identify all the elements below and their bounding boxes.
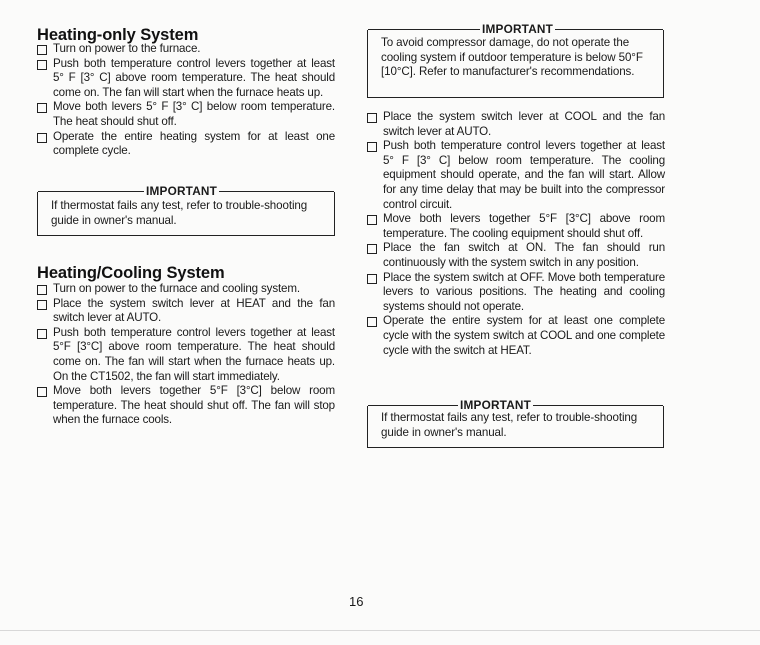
- heading-heating-only: Heating-only System: [37, 26, 199, 44]
- list-item: Move both levers together 5°F [3°C] above room temperature. The cooling equipment should shut off.: [367, 212, 665, 241]
- list-item: Turn on power to the furnace.: [37, 42, 335, 57]
- checkbox-icon: [37, 133, 47, 143]
- checklist-cooling: [367, 110, 665, 358]
- heading-heating-cooling: Heating/Cooling System: [37, 264, 225, 282]
- list-item: Push both temperature control levers together at least 5°F [3°C] above room temperature. The heat should come on. The fan will start when the furnace heats up. On the CT1502, the fan will start immediately.: [37, 326, 335, 384]
- important-text: If thermostat fails any test, refer to trouble-shooting guide in owner's manual.: [51, 199, 308, 227]
- list-item: Place the fan switch at ON. The fan should run continuously with the system switch in any position.: [367, 241, 665, 270]
- footer-divider: [0, 630, 760, 631]
- list-item: Turn on power to the furnace and cooling system.: [37, 282, 335, 297]
- checkbox-icon: [367, 142, 377, 152]
- important-box-heating-only: [37, 183, 335, 236]
- checkbox-icon: [37, 60, 47, 70]
- checkbox-icon: [367, 215, 377, 225]
- important-box-trouble: [367, 397, 664, 448]
- checkbox-icon: [367, 244, 377, 254]
- checkbox-icon: [37, 45, 47, 55]
- list-item: Operate the entire heating system for at least one complete cycle.: [37, 130, 335, 159]
- list-item: Place the system switch at OFF. Move both temperature levers to various positions. The heating and cooling systems should not operate.: [367, 271, 665, 315]
- checkbox-icon: [37, 329, 47, 339]
- page-number: 16: [349, 594, 364, 609]
- checkbox-icon: [37, 103, 47, 113]
- checkbox-icon: [367, 113, 377, 123]
- checkbox-icon: [37, 387, 47, 397]
- checkbox-icon: [367, 317, 377, 327]
- important-text: If thermostat fails any test, refer to trouble-shooting guide in owner's manual.: [381, 411, 638, 439]
- list-item: Push both temperature control levers together at least 5° F [3° C] above room temperature. The heat should come on. The fan will start when the furnace heats up.: [37, 57, 335, 101]
- list-item: Move both levers together 5°F [3°C] below room temperature. The heat should shut off. The fan will stop when the furnace cools.: [37, 384, 335, 428]
- important-text: To avoid compressor damage, do not operate the cooling system if outdoor temperature is below 50°F [10°C]. Refer to manufacturer's recommendations.: [381, 36, 643, 79]
- important-label: IMPORTANT: [482, 21, 554, 36]
- important-label: IMPORTANT: [146, 183, 218, 198]
- list-item: Move both levers 5° F [3° C] below room temperature. The heat should shut off.: [37, 100, 335, 129]
- list-item: Push both temperature control levers together at least 5° F [3° C] below room temperature. The cooling equipment should operate, and the fan will start. Allow for any time delay that may be built into the compressor control circuit.: [367, 139, 665, 212]
- list-item: Operate the entire system for at least one complete cycle with the system switch at COOL and one complete cycle with the switch at HEAT.: [367, 314, 665, 358]
- list-item: Place the system switch lever at COOL and the fan switch lever at AUTO.: [367, 110, 665, 139]
- checkbox-icon: [367, 274, 377, 284]
- important-label: IMPORTANT: [460, 397, 532, 412]
- important-box-compressor: [367, 21, 664, 98]
- checklist-heating-cooling: [37, 282, 335, 428]
- checkbox-icon: [37, 285, 47, 295]
- checklist-heating-only: [37, 42, 335, 159]
- checkbox-icon: [37, 300, 47, 310]
- list-item: Place the system switch lever at HEAT and the fan switch lever at AUTO.: [37, 297, 335, 326]
